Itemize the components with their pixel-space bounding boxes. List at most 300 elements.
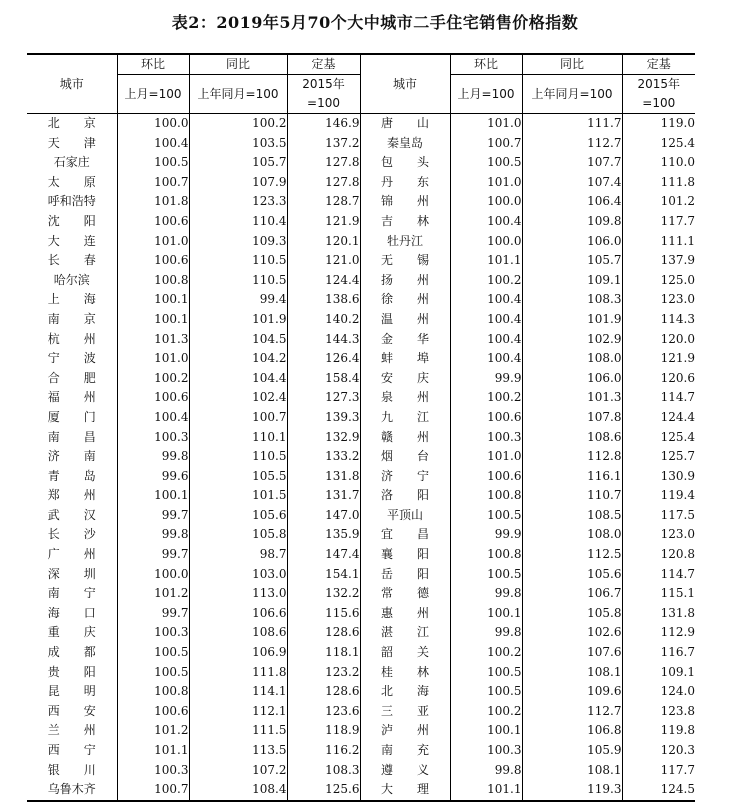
fixed-index-cell: 131.7 — [287, 486, 360, 506]
city-cell: 太 原 — [27, 173, 117, 193]
yoy-index-cell: 112.5 — [522, 545, 622, 565]
table-row — [27, 310, 695, 330]
yoy-index-cell: 105.7 — [189, 153, 287, 173]
mom-index-cell: 101.2 — [117, 584, 189, 604]
mom-index-cell: 100.8 — [117, 271, 189, 291]
mom-index-cell: 100.3 — [117, 428, 189, 448]
yoy-index-cell: 108.0 — [522, 525, 622, 545]
city-cell: 洛 阳 — [360, 486, 450, 506]
table-row — [27, 114, 695, 134]
fixed-index-cell: 118.1 — [287, 643, 360, 663]
table-row — [27, 251, 695, 271]
yoy-index-cell: 105.5 — [189, 467, 287, 487]
yoy-index-cell: 110.5 — [189, 447, 287, 467]
table-row — [27, 506, 695, 526]
city-cell: 天 津 — [27, 134, 117, 154]
yoy-index-cell: 108.4 — [189, 780, 287, 801]
table-row — [27, 545, 695, 565]
city-cell: 唐 山 — [360, 114, 450, 134]
table-row — [27, 212, 695, 232]
city-cell: 岳 阳 — [360, 565, 450, 585]
mom-index-cell: 100.6 — [450, 467, 522, 487]
fixed-index-cell: 139.3 — [287, 408, 360, 428]
mom-index-cell: 100.6 — [117, 388, 189, 408]
fixed-index-cell: 132.9 — [287, 428, 360, 448]
price-index-table — [27, 53, 695, 802]
yoy-index-cell: 108.0 — [522, 349, 622, 369]
mom-index-cell: 99.8 — [117, 447, 189, 467]
yoy-index-cell: 107.4 — [522, 173, 622, 193]
yoy-index-cell: 110.5 — [189, 271, 287, 291]
mom-index-cell: 100.7 — [117, 780, 189, 801]
mom-index-cell: 101.1 — [450, 251, 522, 271]
fixed-index-cell: 127.8 — [287, 173, 360, 193]
mom-index-cell: 100.3 — [117, 761, 189, 781]
table-row — [27, 467, 695, 487]
mom-index-cell: 99.9 — [450, 369, 522, 389]
fixed-index-cell: 115.6 — [287, 604, 360, 624]
yoy-index-cell: 107.2 — [189, 761, 287, 781]
yoy-index-cell: 112.7 — [522, 702, 622, 722]
yoy-index-cell: 107.7 — [522, 153, 622, 173]
mom-index-cell: 100.6 — [450, 408, 522, 428]
mom-index-cell: 101.0 — [117, 349, 189, 369]
mom-index-cell: 100.2 — [117, 369, 189, 389]
fixed-index-cell: 123.8 — [660, 703, 695, 718]
fixed-index-cell: 123.6 — [287, 702, 360, 722]
fixed-index-cell: 124.4 — [660, 409, 695, 424]
city-cell: 西 宁 — [27, 741, 117, 761]
fixed-index-cell: 119.4 — [660, 488, 695, 503]
mom-index-cell: 101.1 — [450, 780, 522, 801]
city-cell: 青 岛 — [27, 467, 117, 487]
mom-index-cell: 99.9 — [450, 525, 522, 545]
fixed-index-cell: 128.7 — [287, 192, 360, 212]
fixed-index-cell: 120.3 — [660, 743, 695, 757]
fixed-base-header: 2015年=100 — [622, 75, 695, 114]
table-row — [27, 682, 695, 702]
fixed-index-cell: 119.8 — [660, 723, 695, 738]
table-row — [27, 271, 695, 291]
fixed-index-cell: 131.8 — [287, 467, 360, 487]
table-row — [27, 192, 695, 212]
yoy-index-cell: 114.1 — [189, 682, 287, 702]
mom-index-cell: 100.4 — [450, 310, 522, 330]
city-cell: 襄 阳 — [360, 545, 450, 565]
yoy-index-cell: 107.8 — [522, 408, 622, 428]
table-row — [27, 428, 695, 448]
table-row — [27, 134, 695, 154]
city-cell: 南 京 — [27, 310, 117, 330]
mom-base-header: 上月=100 — [450, 75, 522, 114]
yoy-index-cell: 109.8 — [522, 212, 622, 232]
yoy-index-cell: 102.6 — [522, 623, 622, 643]
mom-index-cell: 100.5 — [450, 153, 522, 173]
yoy-group-header: 同比 — [522, 54, 622, 75]
city-cell: 赣 州 — [360, 428, 450, 448]
mom-index-cell: 100.5 — [117, 643, 189, 663]
table-row — [27, 369, 695, 389]
table-row — [27, 604, 695, 624]
city-cell: 安 庆 — [360, 369, 450, 389]
city-cell: 上 海 — [27, 290, 117, 310]
mom-index-cell: 100.4 — [450, 330, 522, 350]
fixed-index-cell: 125.4 — [660, 135, 695, 150]
yoy-index-cell: 113.5 — [189, 741, 287, 761]
fixed-index-cell: 108.3 — [287, 761, 360, 781]
mom-index-cell: 100.1 — [450, 604, 522, 624]
yoy-index-cell: 111.7 — [522, 114, 622, 134]
mom-index-cell: 99.8 — [450, 761, 522, 781]
mom-index-cell: 100.3 — [450, 428, 522, 448]
yoy-index-cell: 108.5 — [522, 506, 622, 526]
fixed-base-header: 2015年=100 — [287, 75, 360, 114]
city-cell: 石家庄 — [27, 153, 117, 173]
mom-index-cell: 100.2 — [450, 271, 522, 291]
fixed-index-cell: 110.0 — [660, 155, 695, 170]
city-cell: 蚌 埠 — [360, 349, 450, 369]
fixed-index-cell: 154.1 — [287, 565, 360, 585]
mom-index-cell: 100.3 — [450, 741, 522, 761]
yoy-index-cell: 111.8 — [189, 663, 287, 683]
mom-index-cell: 100.8 — [450, 486, 522, 506]
yoy-index-cell: 104.2 — [189, 349, 287, 369]
fixed-index-cell: 132.2 — [287, 584, 360, 604]
mom-index-cell: 100.4 — [117, 134, 189, 154]
fixed-group-header: 定基 — [622, 54, 695, 75]
fixed-index-cell: 111.8 — [660, 174, 695, 189]
yoy-index-cell: 106.0 — [522, 369, 622, 389]
mom-index-cell: 100.0 — [117, 565, 189, 585]
yoy-index-cell: 103.0 — [189, 565, 287, 585]
city-column-header: 城市 — [27, 54, 117, 114]
city-cell: 惠 州 — [360, 604, 450, 624]
yoy-index-cell: 102.4 — [189, 388, 287, 408]
city-cell: 南 充 — [360, 741, 450, 761]
city-cell: 银 川 — [27, 761, 117, 781]
fixed-index-cell: 137.2 — [287, 134, 360, 154]
city-cell: 扬 州 — [360, 271, 450, 291]
mom-index-cell: 100.6 — [117, 212, 189, 232]
table-row — [27, 349, 695, 369]
yoy-index-cell: 105.8 — [189, 525, 287, 545]
city-cell: 西 安 — [27, 702, 117, 722]
city-cell: 平顶山 — [360, 506, 450, 526]
yoy-index-cell: 105.8 — [522, 604, 622, 624]
yoy-index-cell: 103.5 — [189, 134, 287, 154]
mom-index-cell: 100.8 — [117, 682, 189, 702]
fixed-index-cell: 131.8 — [660, 605, 695, 620]
yoy-index-cell: 116.1 — [522, 467, 622, 487]
fixed-index-cell: 140.2 — [287, 310, 360, 330]
mom-index-cell: 101.0 — [450, 114, 522, 134]
fixed-index-cell: 125.7 — [660, 449, 695, 464]
fixed-index-cell: 147.0 — [287, 506, 360, 526]
table-body — [27, 114, 695, 801]
fixed-index-cell: 123.0 — [660, 527, 695, 542]
fixed-index-cell: 133.2 — [287, 447, 360, 467]
city-cell: 常 德 — [360, 584, 450, 604]
city-cell: 金 华 — [360, 330, 450, 350]
fixed-index-cell: 158.4 — [287, 369, 360, 389]
city-cell: 丹 东 — [360, 173, 450, 193]
mom-index-cell: 101.2 — [117, 721, 189, 741]
city-cell: 大 连 — [27, 232, 117, 252]
yoy-index-cell: 111.5 — [189, 721, 287, 741]
yoy-index-cell: 101.5 — [189, 486, 287, 506]
yoy-index-cell: 106.4 — [522, 192, 622, 212]
city-cell: 沈 阳 — [27, 212, 117, 232]
table-row — [27, 780, 695, 801]
table-row — [27, 761, 695, 781]
mom-index-cell: 99.7 — [117, 545, 189, 565]
mom-index-cell: 100.4 — [450, 212, 522, 232]
city-cell: 海 口 — [27, 604, 117, 624]
mom-index-cell: 100.6 — [117, 251, 189, 271]
yoy-index-cell: 106.7 — [522, 584, 622, 604]
fixed-index-cell: 114.7 — [660, 390, 695, 405]
mom-index-cell: 100.4 — [450, 290, 522, 310]
yoy-index-cell: 106.8 — [522, 721, 622, 741]
yoy-base-header: 上年同月=100 — [189, 75, 287, 114]
yoy-index-cell: 106.6 — [189, 604, 287, 624]
mom-index-cell: 100.1 — [450, 721, 522, 741]
mom-index-cell: 100.1 — [117, 290, 189, 310]
yoy-index-cell: 108.6 — [522, 428, 622, 448]
table-row — [27, 565, 695, 585]
table-row — [27, 741, 695, 761]
yoy-index-cell: 105.6 — [189, 506, 287, 526]
fixed-index-cell: 130.9 — [660, 468, 695, 483]
yoy-index-cell: 101.9 — [189, 310, 287, 330]
city-cell: 宁 波 — [27, 349, 117, 369]
yoy-index-cell: 101.3 — [522, 388, 622, 408]
fixed-index-cell: 117.5 — [660, 507, 695, 522]
mom-index-cell: 100.6 — [117, 702, 189, 722]
table-row — [27, 173, 695, 193]
fixed-index-cell: 121.0 — [287, 251, 360, 271]
yoy-index-cell: 112.8 — [522, 447, 622, 467]
city-cell: 兰 州 — [27, 721, 117, 741]
mom-index-cell: 100.7 — [450, 134, 522, 154]
yoy-index-cell: 112.7 — [522, 134, 622, 154]
city-cell: 大 理 — [360, 780, 450, 801]
mom-index-cell: 100.8 — [450, 545, 522, 565]
city-cell: 昆 明 — [27, 682, 117, 702]
table-row — [27, 643, 695, 663]
yoy-base-header: 上年同月=100 — [522, 75, 622, 114]
city-cell: 泉 州 — [360, 388, 450, 408]
table-row — [27, 290, 695, 310]
mom-index-cell: 100.0 — [450, 192, 522, 212]
yoy-index-cell: 98.7 — [189, 545, 287, 565]
fixed-index-cell: 124.0 — [660, 684, 695, 699]
fixed-index-cell: 121.9 — [287, 212, 360, 232]
city-cell: 北 京 — [27, 114, 117, 134]
fixed-index-cell: 147.4 — [287, 545, 360, 565]
table-row — [27, 330, 695, 350]
mom-group-header: 环比 — [450, 54, 522, 75]
mom-index-cell: 101.0 — [450, 447, 522, 467]
mom-index-cell: 100.5 — [450, 506, 522, 526]
mom-index-cell: 100.0 — [450, 232, 522, 252]
table-row — [27, 663, 695, 683]
mom-index-cell: 100.5 — [117, 153, 189, 173]
yoy-index-cell: 104.4 — [189, 369, 287, 389]
yoy-index-cell: 109.1 — [522, 271, 622, 291]
mom-index-cell: 99.8 — [117, 525, 189, 545]
yoy-index-cell: 109.6 — [522, 682, 622, 702]
yoy-index-cell: 108.1 — [522, 663, 622, 683]
fixed-index-cell: 117.7 — [660, 762, 695, 777]
fixed-index-cell: 138.6 — [287, 290, 360, 310]
fixed-index-cell: 123.2 — [287, 663, 360, 683]
table-row — [27, 702, 695, 722]
fixed-index-cell: 126.4 — [287, 349, 360, 369]
yoy-index-cell: 110.1 — [189, 428, 287, 448]
table-row — [27, 584, 695, 604]
city-cell: 长 沙 — [27, 525, 117, 545]
mom-index-cell: 101.0 — [117, 232, 189, 252]
city-cell: 杭 州 — [27, 330, 117, 350]
mom-index-cell: 101.3 — [117, 330, 189, 350]
yoy-index-cell: 105.7 — [522, 251, 622, 271]
yoy-index-cell: 105.9 — [522, 741, 622, 761]
yoy-index-cell: 106.9 — [189, 643, 287, 663]
city-cell: 呼和浩特 — [27, 192, 117, 212]
mom-index-cell: 100.1 — [117, 486, 189, 506]
city-cell: 贵 阳 — [27, 663, 117, 683]
table-row — [27, 623, 695, 643]
mom-base-header: 上月=100 — [117, 75, 189, 114]
city-cell: 宜 昌 — [360, 525, 450, 545]
table-row — [27, 525, 695, 545]
fixed-index-cell: 115.1 — [660, 586, 695, 601]
mom-index-cell: 99.8 — [450, 623, 522, 643]
city-cell: 泸 州 — [360, 721, 450, 741]
fixed-index-cell: 124.4 — [287, 271, 360, 291]
mom-index-cell: 99.7 — [117, 506, 189, 526]
mom-index-cell: 100.2 — [450, 643, 522, 663]
city-cell: 深 圳 — [27, 565, 117, 585]
yoy-group-header: 同比 — [189, 54, 287, 75]
table-row — [27, 447, 695, 467]
city-cell: 遵 义 — [360, 761, 450, 781]
city-cell: 广 州 — [27, 545, 117, 565]
city-cell: 济 宁 — [360, 467, 450, 487]
fixed-index-cell: 117.7 — [660, 213, 695, 228]
city-cell: 九 江 — [360, 408, 450, 428]
mom-index-cell: 100.0 — [117, 114, 189, 134]
fixed-index-cell: 112.9 — [660, 625, 695, 640]
yoy-index-cell: 110.5 — [189, 251, 287, 271]
city-cell: 包 头 — [360, 153, 450, 173]
fixed-index-cell: 135.9 — [287, 525, 360, 545]
city-cell: 锦 州 — [360, 192, 450, 212]
yoy-index-cell: 110.4 — [189, 212, 287, 232]
city-cell: 乌鲁木齐 — [27, 780, 117, 801]
mom-index-cell: 100.7 — [117, 173, 189, 193]
fixed-index-cell: 146.9 — [287, 114, 360, 134]
city-cell: 合 肥 — [27, 369, 117, 389]
yoy-index-cell: 107.9 — [189, 173, 287, 193]
fixed-index-cell: 116.2 — [287, 741, 360, 761]
mom-index-cell: 101.1 — [117, 741, 189, 761]
yoy-index-cell: 113.0 — [189, 584, 287, 604]
city-cell: 韶 关 — [360, 643, 450, 663]
fixed-index-cell: 121.9 — [660, 351, 695, 366]
city-cell: 无 锡 — [360, 251, 450, 271]
mom-index-cell: 101.8 — [117, 192, 189, 212]
yoy-index-cell: 123.3 — [189, 192, 287, 212]
city-cell: 北 海 — [360, 682, 450, 702]
mom-index-cell: 100.5 — [450, 565, 522, 585]
fixed-index-cell: 124.5 — [660, 782, 695, 797]
yoy-index-cell: 108.1 — [522, 761, 622, 781]
fixed-index-cell: 114.7 — [660, 566, 695, 581]
mom-index-cell: 99.8 — [450, 584, 522, 604]
fixed-index-cell: 120.6 — [660, 370, 695, 385]
fixed-index-cell: 125.6 — [287, 780, 360, 801]
fixed-index-cell: 137.9 — [660, 253, 695, 268]
table-row — [27, 486, 695, 506]
city-cell: 长 春 — [27, 251, 117, 271]
city-cell: 成 都 — [27, 643, 117, 663]
yoy-index-cell: 108.3 — [522, 290, 622, 310]
mom-index-cell: 100.4 — [450, 349, 522, 369]
fixed-index-cell: 120.8 — [660, 547, 695, 562]
table-row — [27, 388, 695, 408]
fixed-index-cell: 101.2 — [660, 194, 695, 209]
yoy-index-cell: 110.7 — [522, 486, 622, 506]
yoy-index-cell: 100.7 — [189, 408, 287, 428]
fixed-index-cell: 119.0 — [660, 116, 695, 130]
mom-index-cell: 100.4 — [117, 408, 189, 428]
fixed-index-cell: 144.3 — [287, 330, 360, 350]
mom-index-cell: 99.6 — [117, 467, 189, 487]
city-cell: 福 州 — [27, 388, 117, 408]
fixed-index-cell: 128.6 — [287, 623, 360, 643]
city-cell: 哈尔滨 — [27, 271, 117, 291]
page-title: 表2：2019年5月70个大中城市二手住宅销售价格指数 — [171, 13, 579, 32]
fixed-index-cell: 125.0 — [660, 272, 695, 287]
city-cell: 吉 林 — [360, 212, 450, 232]
mom-index-cell: 100.2 — [450, 388, 522, 408]
fixed-index-cell: 118.9 — [287, 721, 360, 741]
fixed-index-cell: 125.4 — [660, 429, 695, 444]
fixed-index-cell: 120.0 — [660, 331, 695, 346]
mom-index-cell: 100.5 — [117, 663, 189, 683]
fixed-index-cell: 123.0 — [660, 292, 695, 307]
mom-index-cell: 100.1 — [117, 310, 189, 330]
yoy-index-cell: 106.0 — [522, 232, 622, 252]
city-cell: 三 亚 — [360, 702, 450, 722]
fixed-index-cell: 116.7 — [660, 645, 695, 660]
yoy-index-cell: 100.2 — [189, 114, 287, 134]
yoy-index-cell: 99.4 — [189, 290, 287, 310]
city-cell: 武 汉 — [27, 506, 117, 526]
city-cell: 南 昌 — [27, 428, 117, 448]
table-row — [27, 408, 695, 428]
mom-index-cell: 101.0 — [450, 173, 522, 193]
city-cell: 南 宁 — [27, 584, 117, 604]
city-cell: 温 州 — [360, 310, 450, 330]
city-cell: 桂 林 — [360, 663, 450, 683]
table-row — [27, 232, 695, 252]
city-cell: 郑 州 — [27, 486, 117, 506]
city-cell: 徐 州 — [360, 290, 450, 310]
fixed-index-cell: 114.3 — [660, 311, 695, 326]
